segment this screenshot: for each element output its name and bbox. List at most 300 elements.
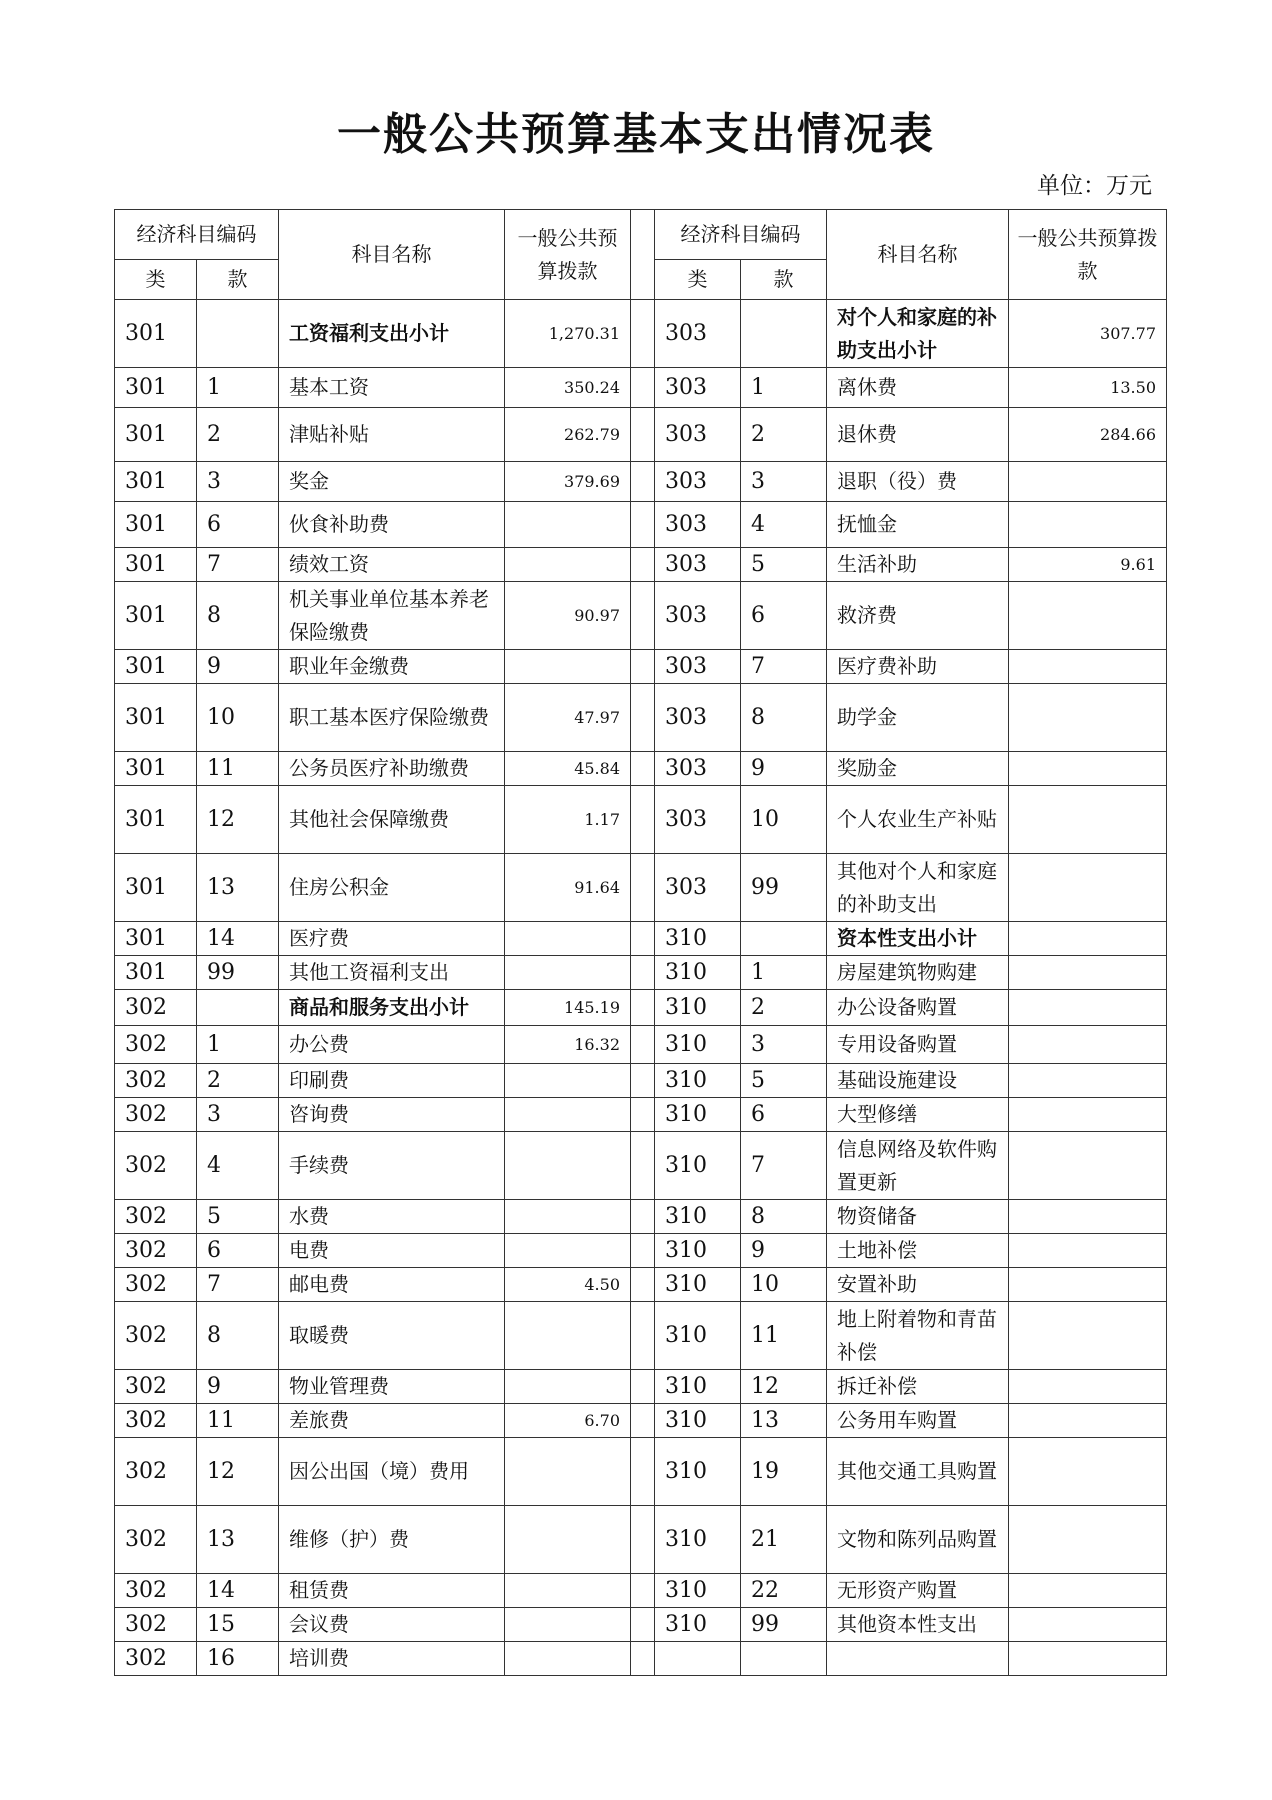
kuan-cell: 6 — [197, 502, 279, 548]
amount-cell — [1009, 1132, 1167, 1200]
lei-cell: 302 — [115, 990, 197, 1026]
column-gap — [631, 956, 655, 990]
table-row — [115, 1064, 1167, 1098]
kuan-cell: 5 — [741, 1064, 827, 1098]
amount-cell — [505, 1132, 631, 1200]
amount-cell: 350.24 — [505, 368, 631, 408]
column-gap — [631, 1608, 655, 1642]
name-cell: 救济费 — [827, 582, 1009, 650]
kuan-cell: 13 — [197, 1506, 279, 1574]
lei-cell: 302 — [115, 1200, 197, 1234]
amount-cell — [505, 1438, 631, 1506]
header-name: 科目名称 — [279, 210, 505, 300]
amount-cell — [1009, 786, 1167, 854]
amount-cell — [1009, 1438, 1167, 1506]
amount-cell — [1009, 752, 1167, 786]
kuan-cell: 14 — [197, 1574, 279, 1608]
amount-cell — [1009, 650, 1167, 684]
kuan-cell: 6 — [741, 1098, 827, 1132]
kuan-cell: 9 — [741, 1234, 827, 1268]
table-row — [115, 752, 1167, 786]
amount-cell: 91.64 — [505, 854, 631, 922]
column-gap — [631, 1132, 655, 1200]
column-gap — [631, 1506, 655, 1574]
amount-cell — [1009, 1268, 1167, 1302]
column-gap — [631, 786, 655, 854]
column-gap — [631, 408, 655, 462]
column-gap — [631, 1268, 655, 1302]
lei-cell: 301 — [115, 502, 197, 548]
kuan-cell: 7 — [197, 548, 279, 582]
name-cell: 差旅费 — [279, 1404, 505, 1438]
header-kuan: 款 — [741, 260, 827, 300]
name-cell: 物业管理费 — [279, 1370, 505, 1404]
name-cell: 个人农业生产补贴 — [827, 786, 1009, 854]
lei-cell: 303 — [655, 300, 741, 368]
column-gap — [631, 922, 655, 956]
lei-cell: 301 — [115, 922, 197, 956]
lei-cell: 310 — [655, 1302, 741, 1370]
column-gap — [631, 582, 655, 650]
column-gap — [631, 684, 655, 752]
kuan-cell: 2 — [741, 990, 827, 1026]
header-lei: 类 — [655, 260, 741, 300]
lei-cell: 303 — [655, 786, 741, 854]
name-cell: 退休费 — [827, 408, 1009, 462]
name-cell: 奖金 — [279, 462, 505, 502]
header-lei: 类 — [115, 260, 197, 300]
kuan-cell: 1 — [197, 368, 279, 408]
lei-cell: 303 — [655, 462, 741, 502]
kuan-cell: 2 — [741, 408, 827, 462]
name-cell: 专用设备购置 — [827, 1026, 1009, 1064]
kuan-cell: 4 — [197, 1132, 279, 1200]
name-cell: 地上附着物和青苗补偿 — [827, 1302, 1009, 1370]
kuan-cell: 8 — [741, 1200, 827, 1234]
amount-cell — [1009, 990, 1167, 1026]
name-cell: 生活补助 — [827, 548, 1009, 582]
name-cell: 医疗费 — [279, 922, 505, 956]
lei-cell: 301 — [115, 684, 197, 752]
lei-cell: 302 — [115, 1370, 197, 1404]
table-row — [115, 1026, 1167, 1064]
amount-cell — [1009, 462, 1167, 502]
kuan-cell: 22 — [741, 1574, 827, 1608]
kuan-cell: 13 — [741, 1404, 827, 1438]
table-row — [115, 300, 1167, 368]
name-cell: 因公出国（境）费用 — [279, 1438, 505, 1506]
header-code: 经济科目编码 — [115, 210, 279, 260]
kuan-cell: 8 — [197, 582, 279, 650]
column-gap — [631, 650, 655, 684]
name-cell: 绩效工资 — [279, 548, 505, 582]
amount-cell: 13.50 — [1009, 368, 1167, 408]
kuan-cell — [741, 300, 827, 368]
amount-cell: 1,270.31 — [505, 300, 631, 368]
name-cell: 工资福利支出小计 — [279, 300, 505, 368]
amount-cell — [505, 1302, 631, 1370]
amount-cell — [1009, 1026, 1167, 1064]
name-cell: 机关事业单位基本养老保险缴费 — [279, 582, 505, 650]
name-cell: 伙食补助费 — [279, 502, 505, 548]
name-cell: 拆迁补偿 — [827, 1370, 1009, 1404]
name-cell — [827, 1642, 1009, 1676]
table-row — [115, 582, 1167, 650]
kuan-cell: 10 — [741, 786, 827, 854]
name-cell: 助学金 — [827, 684, 1009, 752]
kuan-cell — [197, 990, 279, 1026]
kuan-cell: 2 — [197, 1064, 279, 1098]
amount-cell — [505, 1506, 631, 1574]
column-gap — [631, 1642, 655, 1676]
kuan-cell: 13 — [197, 854, 279, 922]
name-cell: 公务员医疗补助缴费 — [279, 752, 505, 786]
amount-cell — [505, 502, 631, 548]
kuan-cell: 3 — [197, 462, 279, 502]
lei-cell: 302 — [115, 1302, 197, 1370]
column-gap — [631, 1404, 655, 1438]
name-cell: 职业年金缴费 — [279, 650, 505, 684]
amount-cell — [1009, 922, 1167, 956]
table-row — [115, 990, 1167, 1026]
amount-cell — [1009, 1302, 1167, 1370]
amount-cell: 262.79 — [505, 408, 631, 462]
column-gap — [631, 1302, 655, 1370]
lei-cell: 310 — [655, 1200, 741, 1234]
amount-cell — [1009, 1608, 1167, 1642]
lei-cell: 302 — [115, 1098, 197, 1132]
name-cell: 培训费 — [279, 1642, 505, 1676]
column-gap — [631, 1574, 655, 1608]
kuan-cell: 10 — [741, 1268, 827, 1302]
amount-cell: 4.50 — [505, 1268, 631, 1302]
name-cell: 其他工资福利支出 — [279, 956, 505, 990]
kuan-cell: 10 — [197, 684, 279, 752]
kuan-cell: 11 — [197, 752, 279, 786]
lei-cell: 302 — [115, 1026, 197, 1064]
name-cell: 津贴补贴 — [279, 408, 505, 462]
name-cell: 手续费 — [279, 1132, 505, 1200]
kuan-cell: 7 — [741, 650, 827, 684]
amount-cell — [505, 1064, 631, 1098]
lei-cell: 302 — [115, 1132, 197, 1200]
name-cell: 办公设备购置 — [827, 990, 1009, 1026]
column-gap — [631, 1370, 655, 1404]
amount-cell — [505, 956, 631, 990]
table-row — [115, 922, 1167, 956]
name-cell: 邮电费 — [279, 1268, 505, 1302]
column-gap — [631, 1098, 655, 1132]
amount-cell — [1009, 1370, 1167, 1404]
amount-cell — [1009, 1574, 1167, 1608]
column-gap — [631, 1026, 655, 1064]
amount-cell: 47.97 — [505, 684, 631, 752]
column-gap — [631, 300, 655, 368]
name-cell: 安置补助 — [827, 1268, 1009, 1302]
table-row — [115, 462, 1167, 502]
lei-cell: 310 — [655, 956, 741, 990]
name-cell: 其他对个人和家庭的补助支出 — [827, 854, 1009, 922]
amount-cell — [1009, 1064, 1167, 1098]
lei-cell: 310 — [655, 1132, 741, 1200]
kuan-cell: 16 — [197, 1642, 279, 1676]
kuan-cell: 12 — [741, 1370, 827, 1404]
column-gap — [631, 1064, 655, 1098]
lei-cell: 310 — [655, 1234, 741, 1268]
table-row — [115, 786, 1167, 854]
kuan-cell: 12 — [197, 786, 279, 854]
lei-cell: 301 — [115, 650, 197, 684]
lei-cell: 303 — [655, 548, 741, 582]
lei-cell: 302 — [115, 1608, 197, 1642]
table-row — [115, 684, 1167, 752]
amount-cell: 6.70 — [505, 1404, 631, 1438]
name-cell: 其他资本性支出 — [827, 1608, 1009, 1642]
name-cell: 房屋建筑物购建 — [827, 956, 1009, 990]
table-row — [115, 1438, 1167, 1506]
amount-cell — [1009, 1098, 1167, 1132]
column-gap — [631, 210, 655, 300]
lei-cell: 303 — [655, 854, 741, 922]
lei-cell: 310 — [655, 1098, 741, 1132]
lei-cell: 310 — [655, 1574, 741, 1608]
lei-cell: 301 — [115, 300, 197, 368]
kuan-cell: 15 — [197, 1608, 279, 1642]
amount-cell: 90.97 — [505, 582, 631, 650]
amount-cell — [505, 1574, 631, 1608]
kuan-cell: 5 — [741, 548, 827, 582]
amount-cell — [1009, 956, 1167, 990]
table-row — [115, 956, 1167, 990]
lei-cell: 301 — [115, 854, 197, 922]
lei-cell: 301 — [115, 956, 197, 990]
kuan-cell: 8 — [197, 1302, 279, 1370]
amount-cell: 307.77 — [1009, 300, 1167, 368]
name-cell: 住房公积金 — [279, 854, 505, 922]
kuan-cell: 12 — [197, 1438, 279, 1506]
lei-cell: 302 — [115, 1234, 197, 1268]
kuan-cell: 7 — [741, 1132, 827, 1200]
kuan-cell: 99 — [741, 854, 827, 922]
amount-cell: 145.19 — [505, 990, 631, 1026]
name-cell: 土地补偿 — [827, 1234, 1009, 1268]
name-cell: 公务用车购置 — [827, 1404, 1009, 1438]
lei-cell: 301 — [115, 368, 197, 408]
kuan-cell: 6 — [741, 582, 827, 650]
name-cell: 大型修缮 — [827, 1098, 1009, 1132]
name-cell: 抚恤金 — [827, 502, 1009, 548]
amount-cell: 284.66 — [1009, 408, 1167, 462]
amount-cell — [1009, 1642, 1167, 1676]
kuan-cell: 99 — [741, 1608, 827, 1642]
kuan-cell: 21 — [741, 1506, 827, 1574]
kuan-cell: 99 — [197, 956, 279, 990]
column-gap — [631, 752, 655, 786]
kuan-cell: 11 — [741, 1302, 827, 1370]
unit-label: 单位：万元 — [1037, 173, 1152, 199]
amount-cell — [1009, 854, 1167, 922]
header-row-1 — [115, 210, 1167, 260]
kuan-cell: 4 — [741, 502, 827, 548]
kuan-cell: 2 — [197, 408, 279, 462]
kuan-cell: 1 — [741, 956, 827, 990]
amount-cell — [1009, 1234, 1167, 1268]
name-cell: 会议费 — [279, 1608, 505, 1642]
name-cell: 无形资产购置 — [827, 1574, 1009, 1608]
lei-cell: 310 — [655, 1268, 741, 1302]
lei-cell: 302 — [115, 1506, 197, 1574]
amount-cell — [505, 922, 631, 956]
name-cell: 基本工资 — [279, 368, 505, 408]
amount-cell — [505, 1642, 631, 1676]
kuan-cell — [741, 922, 827, 956]
name-cell: 奖励金 — [827, 752, 1009, 786]
lei-cell: 301 — [115, 752, 197, 786]
kuan-cell: 19 — [741, 1438, 827, 1506]
amount-cell — [1009, 1200, 1167, 1234]
amount-cell: 9.61 — [1009, 548, 1167, 582]
table-row — [115, 1132, 1167, 1200]
name-cell: 其他社会保障缴费 — [279, 786, 505, 854]
lei-cell: 302 — [115, 1064, 197, 1098]
kuan-cell: 11 — [197, 1404, 279, 1438]
table-row — [115, 1642, 1167, 1676]
amount-cell — [1009, 1404, 1167, 1438]
lei-cell: 302 — [115, 1438, 197, 1506]
lei-cell: 302 — [115, 1404, 197, 1438]
amount-cell — [505, 1234, 631, 1268]
lei-cell: 303 — [655, 650, 741, 684]
column-gap — [631, 502, 655, 548]
lei-cell: 303 — [655, 752, 741, 786]
header-amount: 一般公共预算拨款 — [1009, 210, 1167, 300]
column-gap — [631, 990, 655, 1026]
kuan-cell: 9 — [197, 650, 279, 684]
name-cell: 取暖费 — [279, 1302, 505, 1370]
lei-cell: 301 — [115, 786, 197, 854]
lei-cell: 301 — [115, 548, 197, 582]
lei-cell: 303 — [655, 684, 741, 752]
page-title: 一般公共预算基本支出情况表 — [337, 109, 935, 160]
column-gap — [631, 1200, 655, 1234]
table-row — [115, 408, 1167, 462]
table-row — [115, 650, 1167, 684]
amount-cell: 45.84 — [505, 752, 631, 786]
amount-cell: 16.32 — [505, 1026, 631, 1064]
lei-cell — [655, 1642, 741, 1676]
lei-cell: 303 — [655, 408, 741, 462]
lei-cell: 302 — [115, 1268, 197, 1302]
table-row — [115, 1200, 1167, 1234]
kuan-cell: 1 — [741, 368, 827, 408]
budget-table-body — [115, 210, 1167, 1676]
kuan-cell: 14 — [197, 922, 279, 956]
kuan-cell: 8 — [741, 684, 827, 752]
lei-cell: 310 — [655, 1370, 741, 1404]
kuan-cell: 6 — [197, 1234, 279, 1268]
name-cell: 印刷费 — [279, 1064, 505, 1098]
lei-cell: 310 — [655, 1064, 741, 1098]
name-cell: 租赁费 — [279, 1574, 505, 1608]
kuan-cell — [741, 1642, 827, 1676]
table-row — [115, 368, 1167, 408]
table-row — [115, 548, 1167, 582]
amount-cell — [505, 548, 631, 582]
lei-cell: 310 — [655, 990, 741, 1026]
name-cell: 商品和服务支出小计 — [279, 990, 505, 1026]
lei-cell: 301 — [115, 582, 197, 650]
name-cell: 其他交通工具购置 — [827, 1438, 1009, 1506]
lei-cell: 310 — [655, 1438, 741, 1506]
kuan-cell: 1 — [197, 1026, 279, 1064]
column-gap — [631, 462, 655, 502]
table-row — [115, 1098, 1167, 1132]
kuan-cell: 3 — [197, 1098, 279, 1132]
kuan-cell — [197, 300, 279, 368]
lei-cell: 310 — [655, 1608, 741, 1642]
name-cell: 离休费 — [827, 368, 1009, 408]
amount-cell — [1009, 582, 1167, 650]
kuan-cell: 3 — [741, 1026, 827, 1064]
kuan-cell: 9 — [197, 1370, 279, 1404]
lei-cell: 302 — [115, 1642, 197, 1676]
amount-cell — [1009, 1506, 1167, 1574]
amount-cell — [505, 1608, 631, 1642]
lei-cell: 310 — [655, 1506, 741, 1574]
amount-cell — [1009, 502, 1167, 548]
column-gap — [631, 854, 655, 922]
lei-cell: 302 — [115, 1574, 197, 1608]
amount-cell — [505, 1370, 631, 1404]
kuan-cell: 9 — [741, 752, 827, 786]
table-row — [115, 1574, 1167, 1608]
lei-cell: 301 — [115, 462, 197, 502]
amount-cell: 379.69 — [505, 462, 631, 502]
amount-cell — [505, 650, 631, 684]
lei-cell: 303 — [655, 368, 741, 408]
table-row — [115, 1404, 1167, 1438]
lei-cell: 301 — [115, 408, 197, 462]
column-gap — [631, 548, 655, 582]
budget-table — [114, 209, 1167, 1676]
table-row — [115, 1608, 1167, 1642]
lei-cell: 310 — [655, 1026, 741, 1064]
amount-cell — [1009, 684, 1167, 752]
lei-cell: 310 — [655, 922, 741, 956]
column-gap — [631, 1234, 655, 1268]
name-cell: 医疗费补助 — [827, 650, 1009, 684]
table-row — [115, 1370, 1167, 1404]
name-cell: 办公费 — [279, 1026, 505, 1064]
column-gap — [631, 1438, 655, 1506]
lei-cell: 310 — [655, 1404, 741, 1438]
name-cell: 资本性支出小计 — [827, 922, 1009, 956]
name-cell: 咨询费 — [279, 1098, 505, 1132]
lei-cell: 303 — [655, 582, 741, 650]
name-cell: 信息网络及软件购置更新 — [827, 1132, 1009, 1200]
amount-cell — [505, 1098, 631, 1132]
name-cell: 维修（护）费 — [279, 1506, 505, 1574]
table-row — [115, 1268, 1167, 1302]
kuan-cell: 5 — [197, 1200, 279, 1234]
name-cell: 基础设施建设 — [827, 1064, 1009, 1098]
name-cell: 物资储备 — [827, 1200, 1009, 1234]
header-code: 经济科目编码 — [655, 210, 827, 260]
header-amount: 一般公共预算拨款 — [505, 210, 631, 300]
name-cell: 文物和陈列品购置 — [827, 1506, 1009, 1574]
amount-cell — [505, 1200, 631, 1234]
table-row — [115, 1506, 1167, 1574]
